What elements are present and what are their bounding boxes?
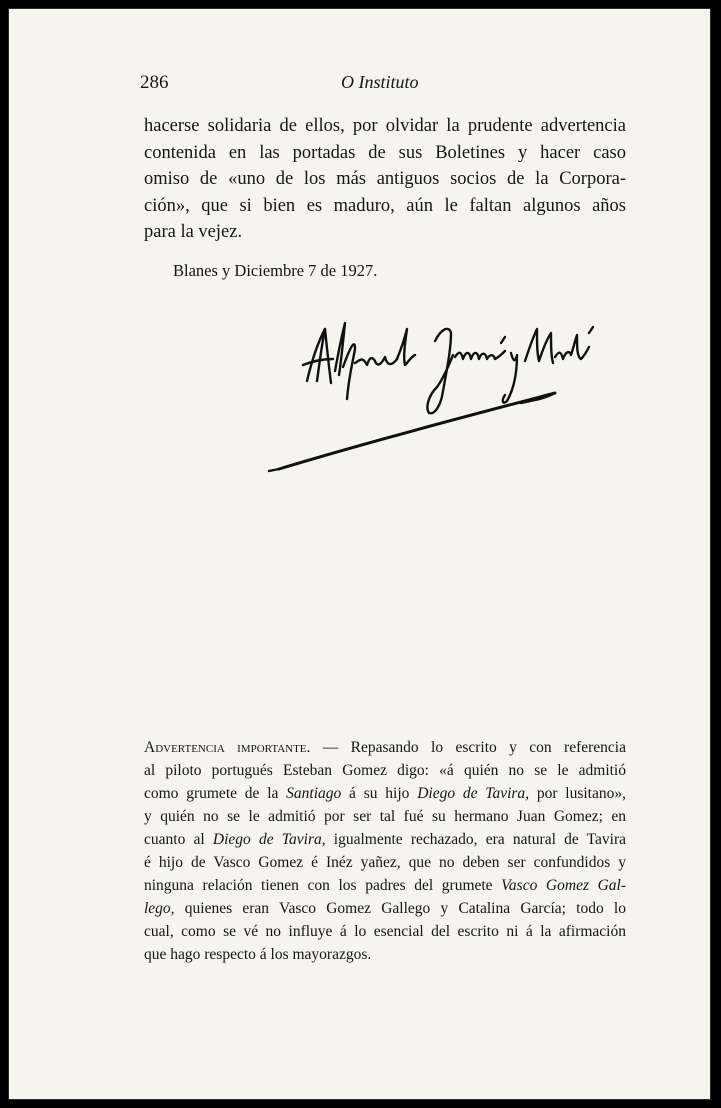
body-line: omiso de «uno de los más antiguos socios de la Corpora-	[144, 169, 626, 189]
dateline: Blanes y Diciembre 7 de 1927.	[173, 261, 378, 280]
person-name: Diego de Tavira	[417, 785, 526, 802]
person-name: lego,	[144, 900, 175, 917]
footnote-line: como grumete de la Santiago á su hijo Diego de Tavira, por lusitano»,	[144, 785, 626, 802]
footnote-line: ninguna relación tienen con los padres del grumete Vasco Gomez Gal-	[144, 877, 626, 894]
footnote	[144, 736, 626, 966]
body-paragraph	[144, 113, 626, 246]
footnote-line: que hago respecto á los mayorazgos.	[144, 946, 372, 963]
page-number: 286	[140, 72, 169, 93]
footnote-line: cuanto al Diego de Tavira, igualmente rechazado, era natural de Tavira	[144, 831, 626, 848]
footnote-line: lego, quienes eran Vasco Gomez Gallego y Catalina García; todo lo	[144, 900, 626, 917]
body-line: hacerse solidaria de ellos, por olvidar la prudente advertencia	[144, 116, 626, 136]
person-name: Diego de Tavira,	[212, 831, 326, 848]
book-page	[8, 8, 711, 1100]
handwritten-signature	[259, 309, 609, 479]
footnote-line: al piloto portugués Esteban Gomez digo: «á quién no se le admitió	[144, 762, 626, 779]
person-name: Vasco Gomez Gal-	[501, 877, 626, 894]
page-header	[9, 72, 710, 96]
footnote-heading: Advertencia importante.	[144, 739, 311, 756]
body-line: ción», que si bien es maduro, aún le faltan algunos años	[144, 195, 626, 216]
footnote-line: é hijo de Vasco Gomez é Inéz yañez, que no deben ser confundidos y	[144, 854, 626, 871]
footnote-line: cual, como se vé no influye á lo esencial del escrito ni á la afirmación	[144, 923, 626, 940]
running-head: O Instituto	[341, 72, 419, 92]
body-line: contenida en las portadas de sus Boletines y hacer caso	[144, 142, 626, 163]
ship-name: Santiago	[286, 785, 342, 802]
body-line: para la vejez.	[144, 222, 243, 242]
footnote-line: y quién no se le admitió por ser tal fué su hermano Juan Gomez; en	[144, 808, 626, 825]
footnote-line: Advertencia importante. — Repasando lo escrito y con referencia	[144, 739, 626, 756]
